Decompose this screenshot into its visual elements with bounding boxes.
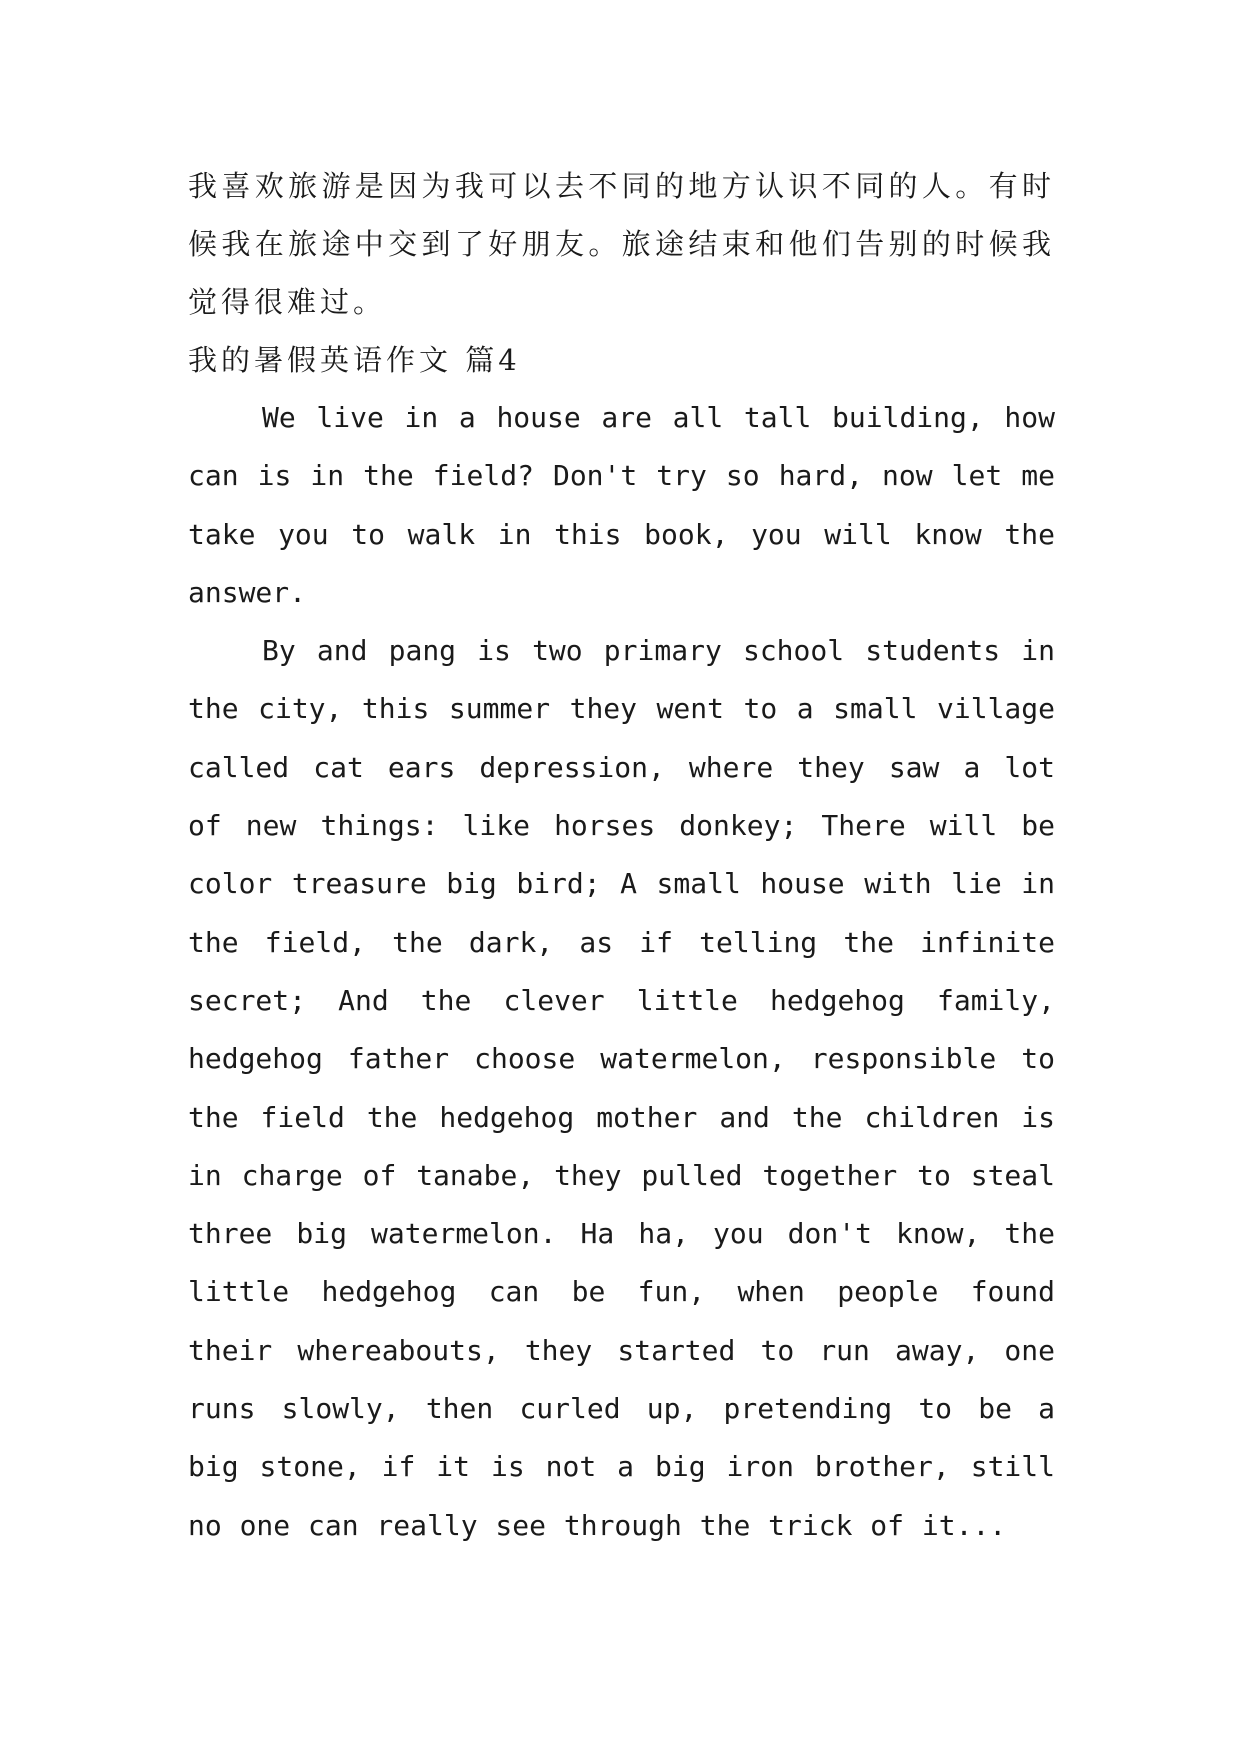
body-paragraph-1: We live in a house are all tall building, how can is in the field? Don't try so hard, now let me take you to walk in this book, you will know the answer. [188, 401, 1055, 609]
document-page [188, 157, 1055, 1555]
body-paragraph-2: By and pang is two primary school students in the city, this summer they went to a small village called cat ears depression, where they saw a lot of new things: like horses donkey; There will be color treasure big bird; A small house with lie in the field, the dark, as if telling the infinite secret; And the clever little hedgehog family, hedgehog father choose watermelon, responsible to the field the hedgehog mother and the children is in charge of tanabe, they pulled together to steal three big watermelon. Ha ha, you don't know, the little hedgehog can be fun, when people found their whereabouts, they started to run away, one runs slowly, then curled up, pretending to be a big stone, if it is not a big iron brother, still no one can really see through the trick of it... [188, 634, 1055, 1542]
intro-paragraph: 我喜欢旅游是因为我可以去不同的地方认识不同的人。有时候我在旅途中交到了好朋友。旅途结束和他们告别的时候我觉得很难过。 [188, 169, 1055, 319]
section-heading: 我的暑假英语作文 篇4 [188, 343, 521, 377]
